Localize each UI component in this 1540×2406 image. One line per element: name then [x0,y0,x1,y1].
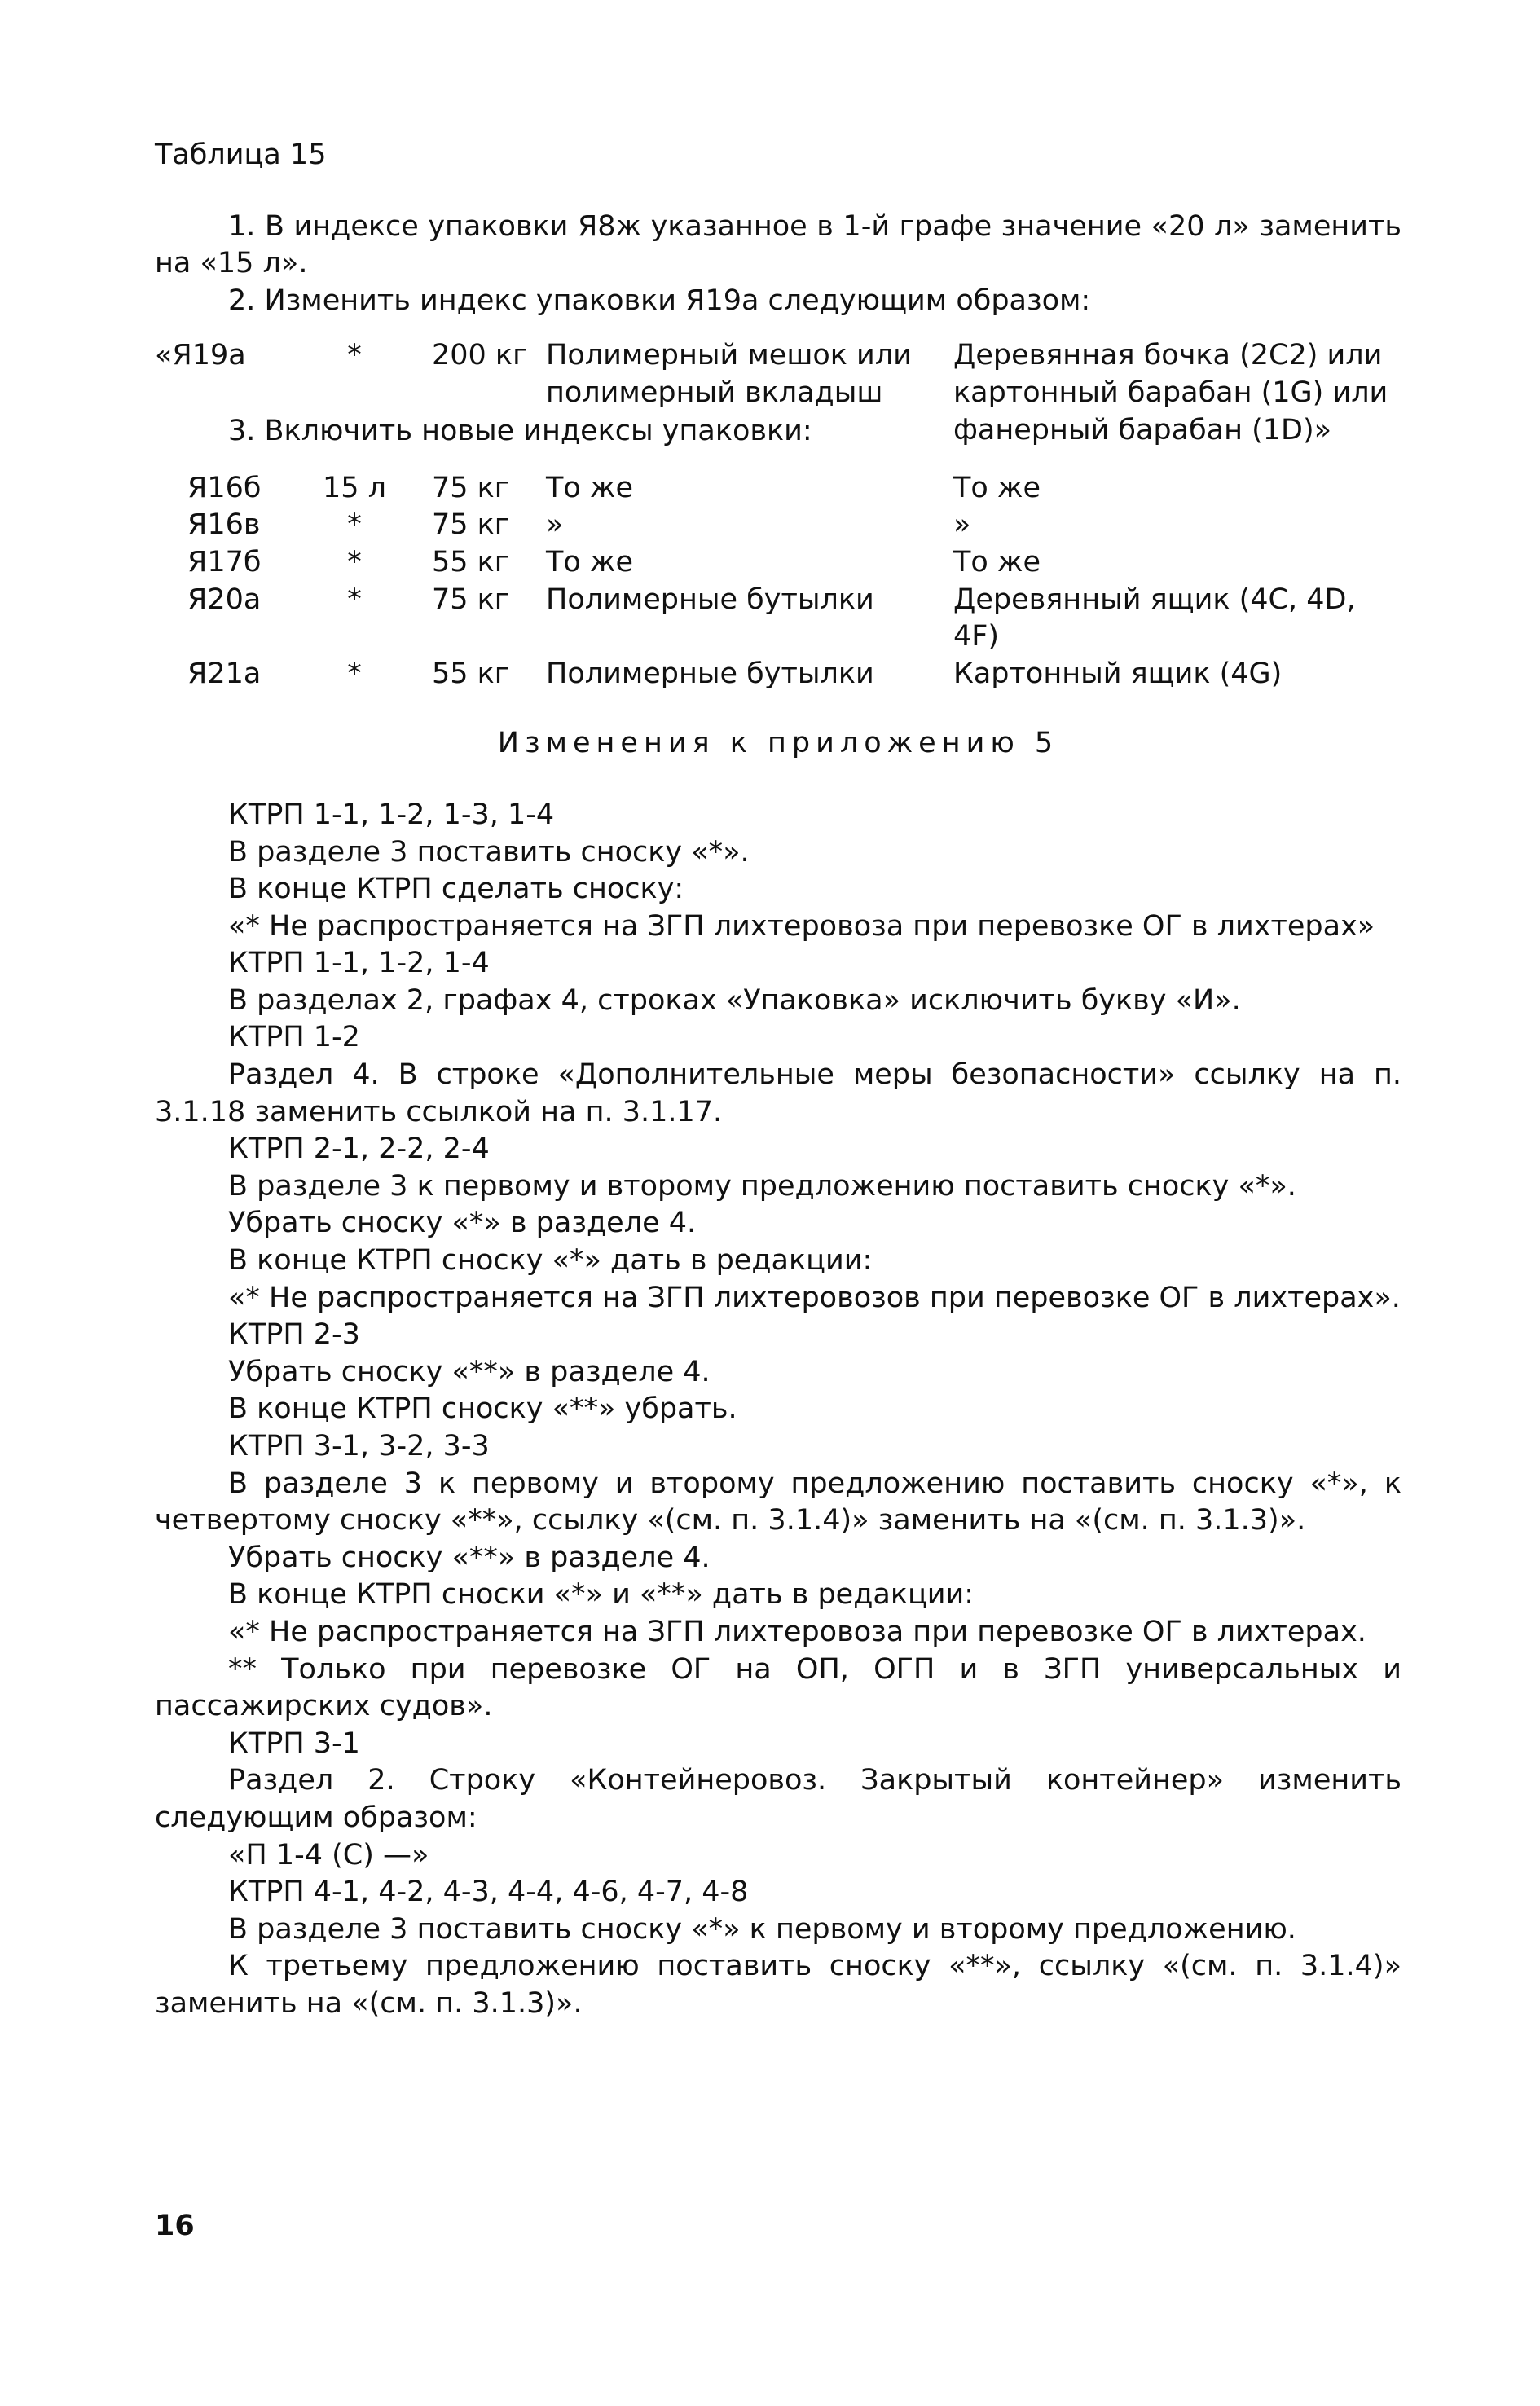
table-label: Таблица 15 [155,139,327,171]
index-cell: Я21а [187,657,262,690]
qty-cell: * [347,339,362,372]
outer-pack-cell: Картонный ящик (4G) [953,657,1283,690]
paragraph: В конце КТРП сноску «**» убрать. [228,1392,737,1426]
paragraph: В разделе 3 к первому и второму предложению поставить сноску «*», к четвертому сноску «**», ссылку «(см. п. 3.1.4)» заменить на «(см. п. 3.1.3)». [155,1467,1401,1537]
paragraph: КТРП 1-1, 1-2, 1-3, 1-4 [228,798,555,831]
table-row [155,656,1401,693]
mass-cell: 75 кг [432,583,510,616]
paragraph: Убрать сноску «*» в разделе 4. [228,1207,697,1240]
index-cell: Я20а [187,583,262,616]
outer-pack-cell: То же [953,471,1041,504]
qty-cell: * [347,545,362,578]
inner-pack-cell: Полимерные бутылки [546,583,874,616]
paragraph: «* Не распространяется на ЗГП лихтеровоза при перевозке ОГ в лихтерах. [228,1615,1366,1648]
qty-cell: * [347,583,362,616]
inner-pack-cell: То же [546,471,633,504]
paragraph: К третьему предложению поставить сноску «**», ссылку «(см. п. 3.1.4)» заменить на «(см. п. 3.1.3)». [155,1950,1401,2020]
mass-cell: 75 кг [432,471,510,504]
table-row [155,582,1401,656]
table-row [155,470,1401,508]
qty-cell: * [347,657,362,690]
new-indexes-table [155,470,1401,693]
outer-pack-cell: Деревянная бочка (2С2) или картонный барабан (1G) или фанерный барабан (1D)» [953,339,1388,446]
paragraph: «П 1-4 (С) —» [228,1838,429,1872]
item-1: 1. В индексе упаковки Я8ж указанное в 1-й графе значение «20 л» заменить на «15 л». [155,209,1401,280]
qty-cell: * [347,508,362,542]
paragraph: В конце КТРП сноски «*» и «**» дать в редакции: [228,1578,975,1612]
paragraph: В разделе 3 поставить сноску «*» к первому и второму предложению. [228,1912,1296,1946]
qty-cell: 15 л [322,471,387,504]
paragraph: КТРП 1-2 [228,1021,360,1054]
paragraph: В разделах 2, графах 4, строках «Упаковка» исключить букву «И». [228,983,1241,1017]
paragraph: КТРП 4-1, 4-2, 4-3, 4-4, 4-6, 4-7, 4-8 [228,1876,749,1909]
mass-cell: 55 кг [432,657,510,690]
paragraph: Убрать сноску «**» в разделе 4. [228,1541,711,1574]
page-number: 16 [155,2210,195,2242]
mass-cell: 75 кг [432,508,510,542]
section-title: Изменения к приложению 5 [497,727,1059,760]
outer-pack-cell: Деревянный ящик (4С, 4D, 4F) [953,583,1356,653]
paragraph: В разделе 3 поставить сноску «*». [228,835,750,869]
paragraph: В разделе 3 к первому и второму предложению поставить сноску «*». [228,1169,1296,1203]
index-cell: Я16б [187,471,262,504]
inner-pack-cell: Полимерный мешок или полимерный вкладыш [546,339,912,409]
paragraph: В конце КТРП сделать сноску: [228,873,684,906]
paragraph: ** Только при перевозке ОГ на ОП, ОГП и в ЗГП универсальных и пассажирских судов». [155,1652,1401,1723]
outer-pack-cell: » [953,508,971,542]
paragraph: КТРП 2-1, 2-2, 2-4 [228,1133,490,1166]
paragraph: Раздел 4. В строке «Дополнительные меры безопасности» ссылку на п. 3.1.18 заменить ссылкой на п. 3.1.17. [155,1058,1401,1128]
mass-cell: 55 кг [432,545,510,578]
table-row [155,544,1401,582]
paragraph: КТРП 3-1, 3-2, 3-3 [228,1430,490,1463]
inner-pack-cell: То же [546,545,633,578]
paragraph: КТРП 1-1, 1-2, 1-4 [228,947,490,980]
mass-cell: 200 кг [432,339,528,372]
index-cell: Я16в [187,508,261,542]
document-page [155,137,1401,2023]
paragraph: КТРП 2-3 [228,1318,360,1352]
index-cell: «Я19а [155,339,246,372]
inner-pack-cell: » [546,508,564,542]
item-3: 3. Включить новые индексы упаковки: [228,415,812,448]
paragraph: Убрать сноску «**» в разделе 4. [228,1355,711,1388]
paragraph: «* Не распространяется на ЗГП лихтеровоза при перевозке ОГ в лихтерах» [228,909,1375,943]
inner-pack-cell: Полимерные бутылки [546,657,874,690]
table-row [155,507,1401,544]
paragraph: КТРП 3-1 [228,1726,360,1760]
outer-pack-cell: То же [953,545,1041,578]
paragraph: В конце КТРП сноску «*» дать в редакции: [228,1244,873,1278]
item-2: 2. Изменить индекс упаковки Я19а следующим образом: [228,284,1091,317]
index-cell: Я17б [187,545,262,578]
paragraph: Раздел 2. Строку «Контейнеровоз. Закрытый контейнер» изменить следующим образом: [155,1764,1401,1834]
paragraph: «* Не распространяется на ЗГП лихтеровозов при перевозке ОГ в лихтерах». [228,1281,1401,1314]
